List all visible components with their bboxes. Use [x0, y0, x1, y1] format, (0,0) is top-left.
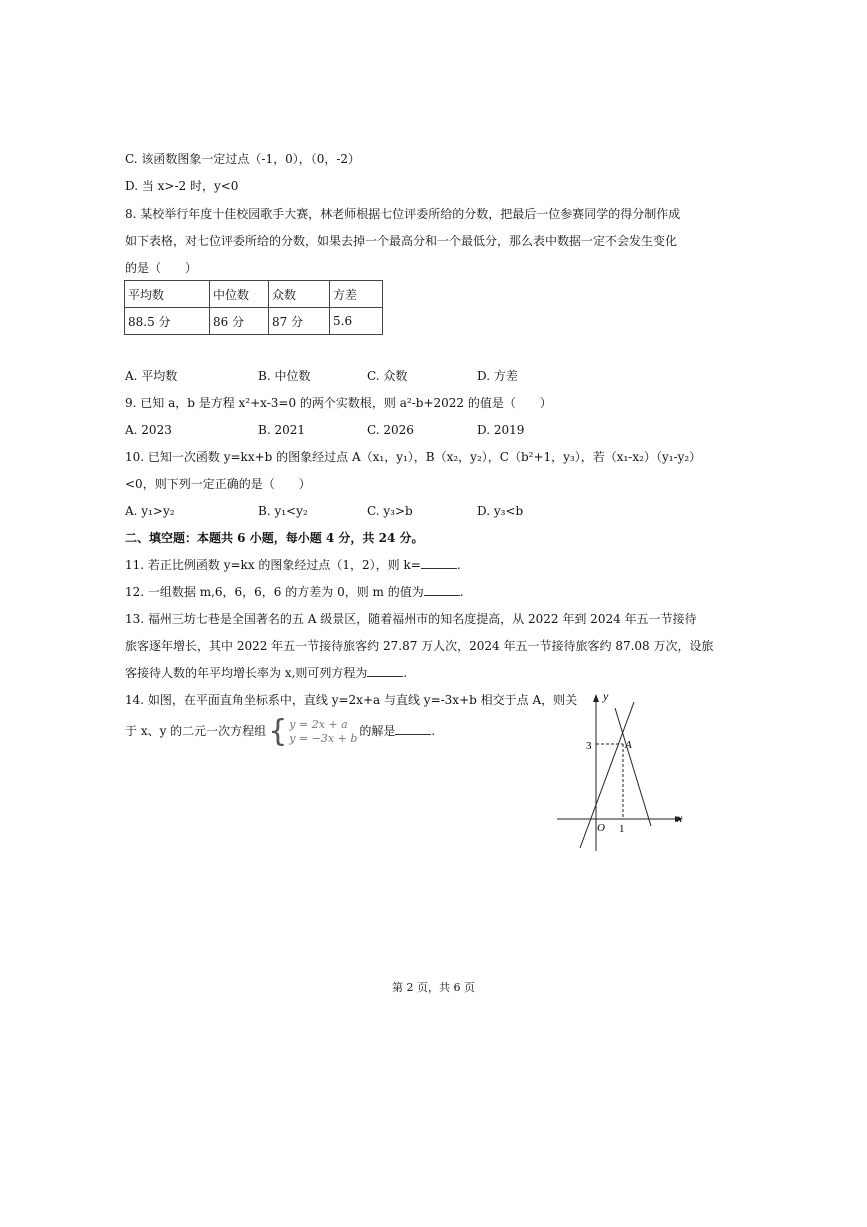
q13-stem-line3 — [125, 665, 407, 681]
q12-text: 12. 一组数据 m,6，6，6，6 的方差为 0，则 m 的值为 — [125, 585, 424, 599]
q8-option-c: C. 众数 — [367, 369, 408, 383]
answer-blank — [424, 584, 460, 596]
q11-period: . — [456, 558, 461, 572]
coordinate-graph — [555, 686, 690, 856]
q8-stem-line1: 8. 某校举行年度十佳校园歌手大赛，林老师根据七位评委所给的分数，把最后一位参赛同学的得分制作成 — [125, 207, 681, 221]
q10-option-c: C. y₃>b — [367, 504, 413, 518]
q13-text: 客接待人数的年平均增长率为 x,则可列方程为 — [125, 666, 368, 680]
q9-stem: 9. 已知 a，b 是方程 x²+x-3=0 的两个实数根，则 a²-b+2022 的值是（ ） — [125, 396, 552, 410]
section-heading: 二、填空题：本题共 6 小题，每小题 4 分，共 24 分。 — [125, 531, 424, 545]
q14-period: . — [431, 724, 436, 738]
q8-option-b: B. 中位数 — [258, 369, 311, 383]
q8-stem-line3: 的是（ ） — [125, 261, 198, 275]
q13-stem-line1: 13. 福州三坊七巷是全国著名的五 A 级景区，随着福州市的知名度提高，从 2022 年到 2024 年五一节接待 — [125, 612, 697, 626]
table-header-cell: 平均数 — [125, 281, 210, 308]
table-header-cell: 中位数 — [210, 281, 269, 308]
equation-2: y = −3x + b — [289, 731, 358, 745]
y-tick-label: 3 — [586, 740, 592, 752]
line-y-2x-plus-a — [580, 702, 634, 848]
q7-option-c: C. 该函数图象一定过点（-1，0），（0，-2） — [125, 152, 361, 166]
table-header-cell: 方差 — [330, 281, 383, 308]
q8-option-a: A. 平均数 — [125, 369, 178, 383]
table-row — [125, 308, 383, 335]
q10-option-a: A. y₁>y₂ — [125, 504, 175, 518]
table-cell: 87 分 — [269, 308, 330, 335]
answer-blank — [421, 557, 457, 569]
y-axis-arrow-icon — [593, 694, 599, 702]
q9-option-b: B. 2021 — [258, 423, 305, 437]
table-cell: 88.5 分 — [125, 308, 210, 335]
table-cell: 86 分 — [210, 308, 269, 335]
q9-option-a: A. 2023 — [125, 423, 172, 437]
q7-option-d: D. 当 x>-2 时，y<0 — [125, 179, 239, 193]
answer-blank — [367, 665, 403, 677]
q11-text: 11. 若正比例函数 y=kx 的图象经过点（1，2），则 k= — [125, 558, 421, 572]
line-y-neg3x-plus-b — [615, 708, 651, 826]
table-header-cell: 众数 — [269, 281, 330, 308]
q12-stem — [125, 584, 464, 600]
q9-option-c: C. 2026 — [367, 423, 414, 437]
q8-option-d: D. 方差 — [477, 369, 518, 383]
point-a-label: A — [625, 739, 632, 751]
origin-label: O — [597, 822, 605, 834]
equation-1: y = 2x + a — [289, 717, 348, 731]
q13-period: . — [403, 666, 408, 680]
left-brace-icon: { — [268, 713, 288, 749]
y-axis-label: y — [603, 689, 609, 703]
q14-stem-line2 — [125, 714, 435, 748]
q12-period: . — [459, 585, 464, 599]
q8-stem-line2: 如下表格，对七位评委所给的分数，如果去掉一个最高分和一个最低分，那么表中数据一定不会发生变化 — [125, 234, 678, 248]
q10-stem-line1: 10. 已知一次函数 y=kx+b 的图象经过点 A（x₁，y₁），B（x₂，y₂），C（b²+1，y₃），若（x₁-x₂）（y₁-y₂） — [125, 450, 702, 464]
equation-system — [268, 713, 358, 749]
answer-blank — [395, 723, 431, 735]
q10-option-d: D. y₃<b — [477, 504, 524, 518]
q14-stem-line1: 14. 如图，在平面直角坐标系中，直线 y=2x+a 与直线 y=-3x+b 相交于点 A，则关 — [125, 693, 578, 707]
q11-stem — [125, 557, 461, 573]
q8-stats-table — [124, 280, 383, 335]
q10-option-b: B. y₁<y₂ — [258, 504, 308, 518]
x-axis-label: x — [677, 811, 683, 825]
q14-text: 于 x、y 的二元一次方程组 — [125, 724, 267, 738]
table-row — [125, 281, 383, 308]
q13-stem-line2: 旅客逐年增长，其中 2022 年五一节接待旅客约 27.87 万人次，2024 年五一节接待旅客约 87.08 万次，设旅 — [125, 639, 714, 653]
q14-text-after: 的解是 — [359, 724, 396, 738]
q9-option-d: D. 2019 — [477, 423, 525, 437]
q10-stem-line2: <0，则下列一定正确的是（ ） — [125, 477, 311, 491]
x-tick-label: 1 — [619, 823, 625, 835]
page-footer: 第 2 页，共 6 页 — [392, 981, 475, 994]
table-cell: 5.6 — [330, 308, 383, 335]
